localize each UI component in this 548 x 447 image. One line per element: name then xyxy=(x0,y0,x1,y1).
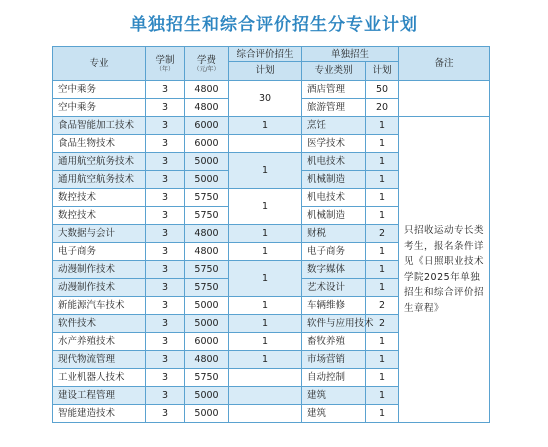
cell-years: 3 xyxy=(146,135,185,153)
cell-fee: 5000 xyxy=(185,153,229,171)
cell-major: 大数据与会计 xyxy=(53,225,146,243)
cell-fee: 4800 xyxy=(185,243,229,261)
cell-major: 动漫制作技术 xyxy=(53,279,146,297)
cell-years: 3 xyxy=(146,297,185,315)
cell-major: 食品智能加工技术 xyxy=(53,117,146,135)
cell-fee: 4800 xyxy=(185,99,229,117)
cell-years: 3 xyxy=(146,315,185,333)
header-zonghe-plan: 计划 xyxy=(229,62,302,81)
cell-major: 工业机器人技术 xyxy=(53,369,146,387)
cell-major: 通用航空航务技术 xyxy=(53,171,146,189)
cell-major: 新能源汽车技术 xyxy=(53,297,146,315)
cell-major: 空中乘务 xyxy=(53,81,146,99)
cell-category: 烹饪 xyxy=(302,117,366,135)
table-row xyxy=(53,117,490,135)
header-fee-label: 学费 xyxy=(196,54,216,66)
cell-fee: 5000 xyxy=(185,171,229,189)
cell-fee: 4800 xyxy=(185,225,229,243)
cell-fee: 4800 xyxy=(185,351,229,369)
cell-years: 3 xyxy=(146,243,185,261)
cell-years: 3 xyxy=(146,99,185,117)
cell-years: 3 xyxy=(146,81,185,99)
cell-major: 数控技术 xyxy=(53,189,146,207)
cell-fee: 5750 xyxy=(185,261,229,279)
cell-zonghe-plan: 1 xyxy=(229,261,302,297)
cell-years: 3 xyxy=(146,171,185,189)
cell-category: 机械制造 xyxy=(302,171,366,189)
cell-dandu-plan: 1 xyxy=(366,333,399,351)
cell-years: 3 xyxy=(146,189,185,207)
cell-fee: 5000 xyxy=(185,297,229,315)
cell-zonghe-plan-empty xyxy=(229,405,302,423)
cell-zonghe-plan-empty xyxy=(229,135,302,153)
cell-dandu-plan: 1 xyxy=(366,153,399,171)
cell-category: 财税 xyxy=(302,225,366,243)
cell-dandu-plan: 1 xyxy=(366,279,399,297)
cell-category: 数字媒体 xyxy=(302,261,366,279)
cell-category: 建筑 xyxy=(302,405,366,423)
header-dandu: 单独招生 xyxy=(302,47,399,62)
cell-years: 3 xyxy=(146,369,185,387)
cell-zonghe-plan: 1 xyxy=(229,351,302,369)
cell-zonghe-plan: 1 xyxy=(229,243,302,261)
cell-years: 3 xyxy=(146,351,185,369)
cell-dandu-plan: 2 xyxy=(366,225,399,243)
cell-major: 食品生物技术 xyxy=(53,135,146,153)
cell-dandu-plan: 50 xyxy=(366,81,399,99)
cell-major: 数控技术 xyxy=(53,207,146,225)
header-fee xyxy=(185,47,229,81)
cell-years: 3 xyxy=(146,117,185,135)
cell-dandu-plan: 1 xyxy=(366,135,399,153)
cell-category: 艺术设计 xyxy=(302,279,366,297)
header-remarks: 备注 xyxy=(399,47,490,81)
cell-fee: 5000 xyxy=(185,315,229,333)
cell-category: 畜牧养殖 xyxy=(302,333,366,351)
cell-dandu-plan: 1 xyxy=(366,261,399,279)
cell-category: 旅游管理 xyxy=(302,99,366,117)
cell-category: 建筑 xyxy=(302,387,366,405)
header-major: 专业 xyxy=(53,47,146,81)
cell-major: 通用航空航务技术 xyxy=(53,153,146,171)
header-category: 专业类别 xyxy=(302,62,366,81)
cell-category: 车辆维修 xyxy=(302,297,366,315)
header-years-unit: （年） xyxy=(155,65,174,73)
cell-dandu-plan: 1 xyxy=(366,351,399,369)
cell-dandu-plan: 1 xyxy=(366,171,399,189)
cell-dandu-plan: 20 xyxy=(366,99,399,117)
cell-category: 市场营销 xyxy=(302,351,366,369)
enrollment-plan-table xyxy=(52,46,490,423)
cell-major: 动漫制作技术 xyxy=(53,261,146,279)
cell-years: 3 xyxy=(146,279,185,297)
page-title: 单独招生和综合评价招生分专业计划 xyxy=(130,15,418,35)
cell-fee: 5750 xyxy=(185,207,229,225)
cell-fee: 5000 xyxy=(185,387,229,405)
cell-major: 智能建造技术 xyxy=(53,405,146,423)
header-years xyxy=(146,47,185,81)
cell-major: 建设工程管理 xyxy=(53,387,146,405)
cell-zonghe-plan: 1 xyxy=(229,315,302,333)
header-fee-unit: （元/年） xyxy=(193,65,220,73)
header-dandu-plan: 计划 xyxy=(366,62,399,81)
cell-zonghe-plan: 1 xyxy=(229,297,302,315)
cell-category: 自动控制 xyxy=(302,369,366,387)
table-header-row xyxy=(53,47,490,62)
cell-zonghe-plan-empty xyxy=(229,369,302,387)
cell-dandu-plan: 1 xyxy=(366,405,399,423)
cell-category: 机电技术 xyxy=(302,189,366,207)
cell-dandu-plan: 1 xyxy=(366,369,399,387)
cell-years: 3 xyxy=(146,333,185,351)
cell-fee: 5750 xyxy=(185,279,229,297)
cell-major: 软件技术 xyxy=(53,315,146,333)
cell-dandu-plan: 1 xyxy=(366,207,399,225)
cell-zonghe-plan: 1 xyxy=(229,225,302,243)
cell-years: 3 xyxy=(146,153,185,171)
cell-fee: 6000 xyxy=(185,117,229,135)
cell-zonghe-plan: 1 xyxy=(229,117,302,135)
cell-fee: 6000 xyxy=(185,135,229,153)
cell-zonghe-plan: 1 xyxy=(229,153,302,189)
cell-dandu-plan: 1 xyxy=(366,117,399,135)
cell-zonghe-plan: 1 xyxy=(229,333,302,351)
remarks-blank-cell xyxy=(399,81,490,117)
cell-years: 3 xyxy=(146,261,185,279)
cell-dandu-plan: 2 xyxy=(366,315,399,333)
cell-fee: 4800 xyxy=(185,81,229,99)
table-row xyxy=(53,81,490,99)
cell-category: 机械制造 xyxy=(302,207,366,225)
cell-category: 医学技术 xyxy=(302,135,366,153)
cell-fee: 5750 xyxy=(185,369,229,387)
cell-dandu-plan: 1 xyxy=(366,189,399,207)
header-years-label: 学制 xyxy=(155,54,175,66)
cell-category: 机电技术 xyxy=(302,153,366,171)
cell-dandu-plan: 1 xyxy=(366,387,399,405)
header-zonghe: 综合评价招生 xyxy=(229,47,302,62)
cell-zonghe-plan: 30 xyxy=(229,81,302,117)
cell-years: 3 xyxy=(146,387,185,405)
remarks-cell: 只招收运动专长类考生，报名条件详见《日照职业技术学院2025年单独招生和综合评价招生章程》 xyxy=(399,117,490,423)
cell-dandu-plan: 1 xyxy=(366,243,399,261)
cell-years: 3 xyxy=(146,225,185,243)
cell-years: 3 xyxy=(146,207,185,225)
cell-major: 水产养殖技术 xyxy=(53,333,146,351)
cell-fee: 5000 xyxy=(185,405,229,423)
cell-fee: 5750 xyxy=(185,189,229,207)
cell-fee: 6000 xyxy=(185,333,229,351)
cell-zonghe-plan: 1 xyxy=(229,189,302,225)
cell-category: 电子商务 xyxy=(302,243,366,261)
cell-category: 软件与应用技术 xyxy=(302,315,366,333)
cell-zonghe-plan-empty xyxy=(229,387,302,405)
cell-major: 电子商务 xyxy=(53,243,146,261)
cell-major: 空中乘务 xyxy=(53,99,146,117)
cell-dandu-plan: 2 xyxy=(366,297,399,315)
cell-category: 酒店管理 xyxy=(302,81,366,99)
cell-major: 现代物流管理 xyxy=(53,351,146,369)
cell-years: 3 xyxy=(146,405,185,423)
